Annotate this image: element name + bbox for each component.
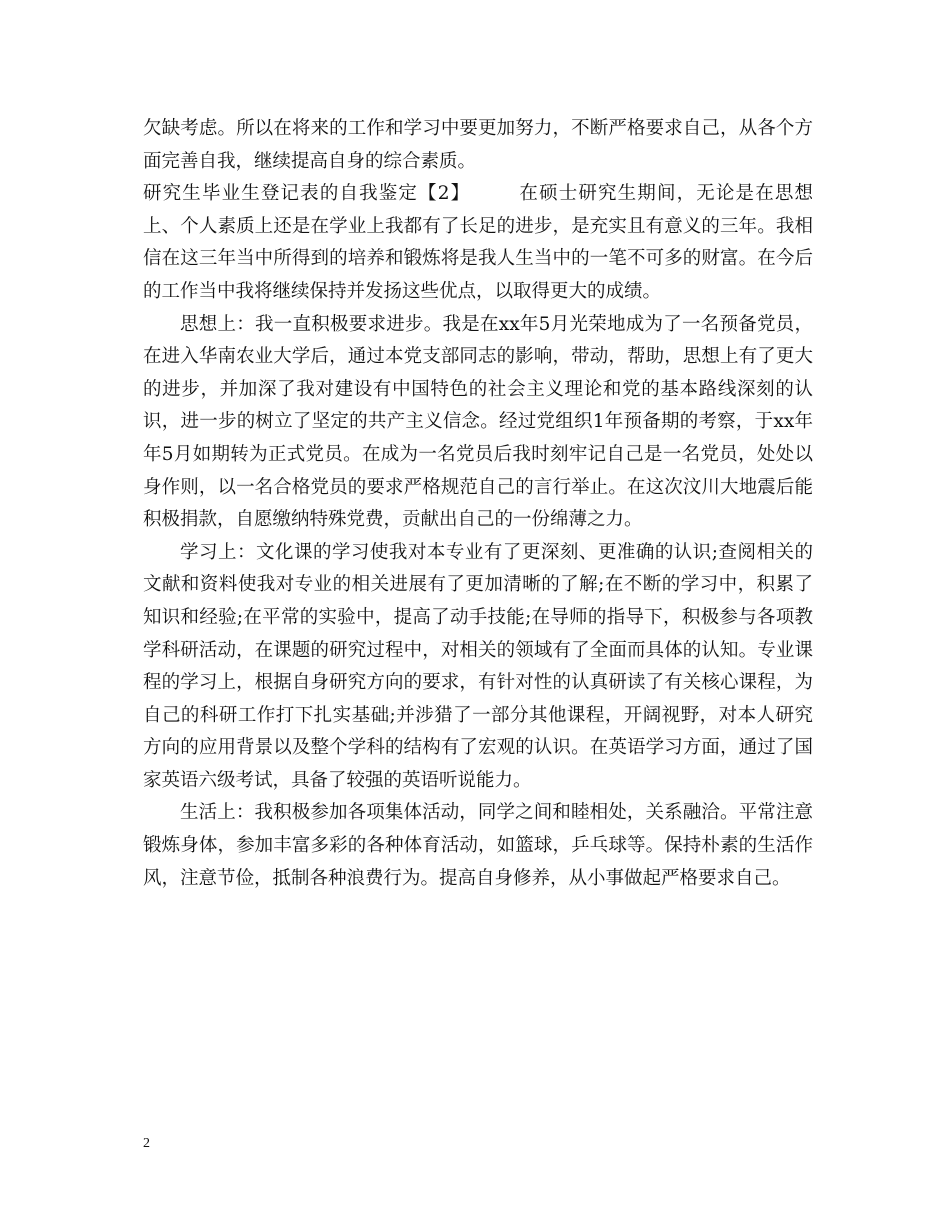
page-number: 2 bbox=[143, 1136, 150, 1151]
paragraph-study: 学习上：文化课的学习使我对本专业有了更深刻、更准确的认识;查阅相关的文献和资料使我对专业的相关进展有了更加清晰的了解;在不断的学习中，积累了知识和经验;在平常的实验中，提高了动手技能;在导师的指导下，积极参与各项教学科研活动，在课题的研究过程中，对相关的领域有了全面而具体的认知。专业课程的学习上，根据自身研究方向的要求，有针对性的认真研读了有关核心课程，为自己的科研工作打下扎实基础;并涉猎了一部分其他课程，开阔视野，对本人研究方向的应用背景以及整个学科的结构有了宏观的认识。在英语学习方面，通过了国家英语六级考试，具备了较强的英语听说能力。 bbox=[143, 541, 813, 791]
paragraph-heading-text: 在硕士研究生期间，无论是在思想上、个人素质上还是在学业上我都有了长足的进步，是充实且有意义的三年。我相信在这三年当中所得到的培养和锻炼将是我人生当中的一笔不可多的财富。在今后的工作当中我将继续保持并发扬这些优点，以取得更大的成绩。 bbox=[143, 183, 813, 302]
paragraph-life: 生活上：我积极参加各项集体活动，同学之间和睦相处，关系融洽。平常注意锻炼身体，参加丰富多彩的各种体育活动，如篮球，乒乓球等。保持朴素的生活作风，注意节俭，抵制各种浪费行为。提高自身修养，从小事做起严格要求自己。 bbox=[143, 802, 813, 889]
paragraph-thought: 思想上：我一直积极要求进步。我是在xx年5月光荣地成为了一名预备党员，在进入华南农业大学后，通过本党支部同志的影响，带动，帮助，思想上有了更大的进步，并加深了我对建设有中国特色的社会主义理论和党的基本路线深刻的认识，进一步的树立了坚定的共产主义信念。经过党组织1年预备期的考察，于xx年年5月如期转为正式党员。在成为一名党员后我时刻牢记自己是一名党员，处处以身作则，以一名合格党员的要求严格规范自己的言行举止。在这次汶川大地震后能积极捐款，自愿缴纳特殊党费，贡献出自己的一份绵薄之力。 bbox=[143, 313, 813, 531]
paragraph-heading bbox=[143, 178, 813, 308]
document-body bbox=[143, 113, 813, 895]
section-heading: 研究生毕业生登记表的自我鉴定【2】 bbox=[143, 183, 471, 205]
paragraph-continuation: 欠缺考虑。所以在将来的工作和学习中要更加努力，不断严格要求自己，从各个方面完善自我，继续提高自身的综合素质。 bbox=[143, 118, 813, 172]
